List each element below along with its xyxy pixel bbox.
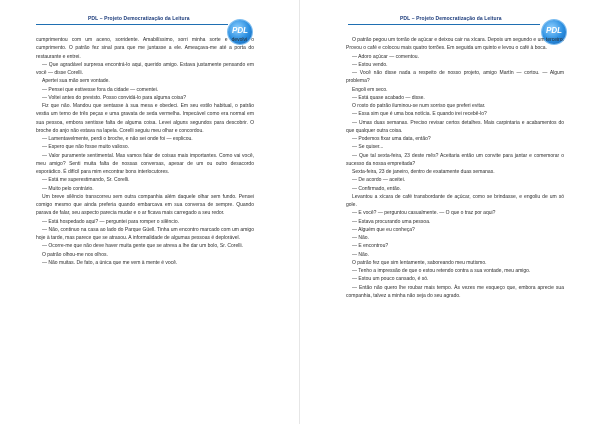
paragraph: cumprimentou com um aceno, sorridente. Amabilíssimo, sorri minha sorte e devolvi o cumprimento. O patrão fez sinal para que me juntasse a ele. Ameaçava-me até a porta do restaurante e entrei. xyxy=(36,37,254,60)
paragraph: — Se quiser... xyxy=(352,144,384,151)
paragraph: — Ocorre-me que não deve haver muita gente que se atreva a lhe dar um bolo, Sr. Corelli. xyxy=(42,243,243,250)
paragraph: O patrão pegou um torrão de açúcar e deixou cair na xícara. Depois um segundo e um terceiro. Provou o café e colocou mais quatro torrões. Em seguida um quinto e levou o café à boca. xyxy=(346,37,564,52)
logo-text: PDL xyxy=(232,26,248,35)
paragraph: — Lamentavelmente, perdi o broche, e não sei onde foi — explicou. xyxy=(42,136,193,142)
paragraph: — Muito pelo contrário. xyxy=(42,185,94,192)
paragraph: — Está hospedado aqui? — perguntei para romper o silêncio. xyxy=(42,218,180,225)
right-page xyxy=(300,0,600,424)
paragraph: — Confirmado, então. xyxy=(352,185,401,192)
page-header xyxy=(0,16,300,35)
paragraph: O patrão fez que sim lentamente, saboreando meu mutismo. xyxy=(352,259,487,266)
left-page-text xyxy=(36,36,254,267)
paragraph: — E você? — perguntou casualmente. — O que o traz por aqui? xyxy=(352,210,496,217)
paragraph: — Que agradável surpresa encontrá-lo aqui, querido amigo. Estava justamente pensando em você — disse Corelli. xyxy=(36,61,254,76)
paragraph: — Valor puramente sentimental. Mas vamos falar de coisas mais importantes. Como vai você, meu amigo? Senti muita falta de nossas conversas, apesar de um ou outro desacordo esporádico. É difícil para mim encontrar bons interlocutores. xyxy=(36,152,254,175)
paragraph: — Estou vendo. xyxy=(352,61,388,68)
paragraph: — Espero que não fosse muito valioso. xyxy=(42,144,129,151)
header-title: PDL – Projeto Democratização da Leitura xyxy=(88,16,190,22)
paragraph: — Que tal sexta-feira, 23 deste mês? Aceitaria então um convite para jantar e comemorar o sucesso da nossa empreitada? xyxy=(346,152,564,167)
paragraph: — Umas duas semanas. Preciso revisar certos detalhes. Mais carpintaria e acabamentos do que qualquer outra coisa. xyxy=(346,119,564,134)
paragraph: — Estou um pouco cansado, é só. xyxy=(352,276,429,283)
paragraph: — De acordo — aceitei. xyxy=(352,177,406,184)
header-rule xyxy=(348,24,540,25)
paragraph: — Voltei antes do previsto. Posso convidá-lo para alguma coisa? xyxy=(42,94,186,101)
page-header xyxy=(300,16,600,35)
paragraph: — Você não disse nada a respeito de nosso projeto, amigo Martín — cortou. — Algum problema? xyxy=(346,70,564,85)
paragraph: — Adoro açúcar — comentou. xyxy=(352,53,419,60)
paragraph: O rosto do patrão iluminou-se num sorriso que preferi evitar. xyxy=(352,103,486,109)
paragraph: — Não. xyxy=(352,251,369,258)
paragraph: — Está quase acabado — disse. xyxy=(352,94,425,101)
paragraph: Levantou a xícara de café transbordante de açúcar, como se brindasse, e engoliu de um só gole. xyxy=(346,193,564,208)
paragraph: — Está me superestimando, Sr. Corelli. xyxy=(42,177,130,184)
paragraph: O patrão olhou-me nos olhos. xyxy=(42,251,108,258)
logo-text: PDL xyxy=(546,26,562,35)
paragraph: Apertei sua mão sem vontade. xyxy=(42,78,110,85)
right-page-text xyxy=(346,36,564,300)
paragraph: Um breve silêncio transcorreu sem outra companhia além daquele olhar sem fundo. Pensei comigo mesmo que ainda preferia quando embarcava em sua conversa de sempre. Quando parava de falar, seu aspecto parecia mudar e o ar ficava mais carregado a seu redor. xyxy=(36,193,254,217)
paragraph: — Estava procurando uma pessoa. xyxy=(352,218,431,225)
paragraph: — Alguém que eu conheça? xyxy=(352,226,415,233)
paragraph: — Tenho a impressão de que o estou retendo contra a sua vontade, meu amigo. xyxy=(352,268,531,274)
paragraph: Engoli em seco. xyxy=(352,86,388,93)
paragraph: — Essa sim que é uma boa notícia. E quando irei recebê-lo? xyxy=(352,111,487,118)
paragraph: — E encontrou? xyxy=(352,243,389,250)
paragraph: — Não. xyxy=(352,235,369,241)
paragraph: Sexta-feira, 23 de janeiro, dentro de exatamente duas semanas. xyxy=(352,169,495,175)
header-title: PDL – Projeto Democratização da Leitura xyxy=(400,16,502,22)
paragraph: Fiz que não. Mandou que sentasse à sua mesa e obedeci. Em seu estilo habitual, o patrão vestia um terno de três peças e uma gravata de seda vermelha. Impecável como era normal em sua pessoa, embora sentisse falta de alguma coisa. Levei alguns segundos para descobrir. O broche do anjo não estava na lapela. Corelli seguiu meu olhar e concordou. xyxy=(36,103,254,134)
header-rule xyxy=(36,24,228,25)
paragraph: — Não, continuo na casa ao lado do Parque Güell. Tinha um encontro marcado com um amigo hoje à tarde, mas parece que se atrasou. A informalidade de algumas pessoas é deplorável. xyxy=(36,226,254,241)
paragraph: — Pensei que estivesse fora da cidade — comentei. xyxy=(42,86,159,93)
paragraph: — Não muitas. De fato, a única que me vem à mente é você. xyxy=(42,259,178,266)
paragraph: — Então não quero lhe roubar mais tempo. Às vezes me esqueço que, embora aprecie sua companhia, talvez a minha não seja do seu agrado. xyxy=(346,284,564,299)
paragraph: — Podemos fixar uma data, então? xyxy=(352,136,431,142)
